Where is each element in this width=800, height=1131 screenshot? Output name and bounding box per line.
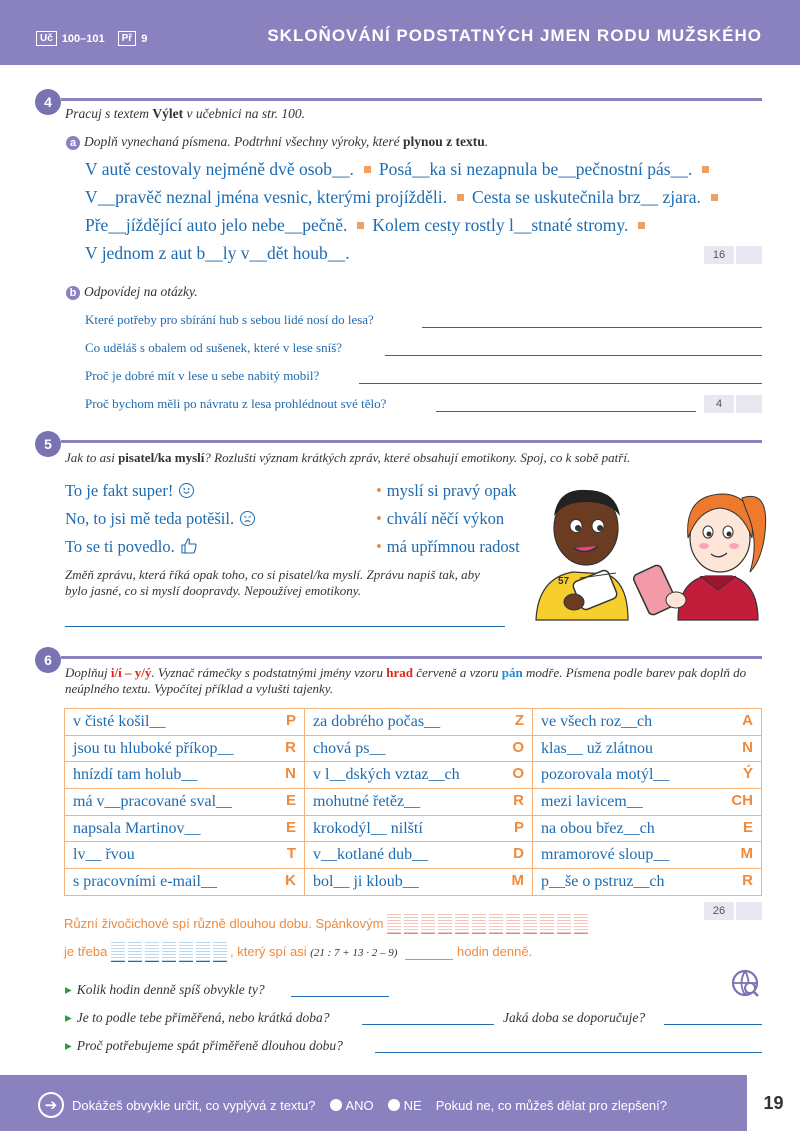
thumbs-up-icon (180, 537, 198, 554)
sentence-line-3: Pře__jíždějící auto jelo nebe__pečně. Kolem cesty rostly l__stnaté stromy. (85, 215, 653, 236)
table-cell[interactable] (65, 735, 305, 762)
exercise-5-instruction: Jak to asi pisatel/ka myslí? Rozlušti význam krátkých zpráv, které obsahují emotikony. Spoj, co k sobě patří. (65, 450, 631, 465)
cell-letter: Ý (742, 765, 753, 783)
uc-pages: 100–101 (61, 32, 105, 45)
table-cell[interactable] (305, 735, 533, 762)
cell-text: jsou tu hluboké příkop__ (73, 739, 234, 757)
exercise-4-number: 4 (35, 89, 61, 115)
table-cell[interactable] (305, 842, 533, 869)
smile-icon (179, 483, 194, 498)
sentence-line-2: V__pravěč neznal jména vesnic, kterými projížděli. Cesta se uskutečnila brz__ zjara. (85, 187, 726, 208)
score-box-6: 26 (704, 902, 762, 920)
table-cell[interactable] (65, 709, 305, 736)
table-row (65, 815, 762, 842)
cell-letter: M (511, 872, 524, 890)
formula-answer-line[interactable] (405, 944, 453, 960)
cell-letter: R (742, 872, 753, 890)
bullet-answer-line-4[interactable] (375, 1052, 762, 1053)
cell-letter: O (512, 738, 524, 756)
table-cell[interactable] (65, 842, 305, 869)
exercise-5-divider (61, 440, 762, 443)
message-3: To se ti povedlo. (65, 537, 198, 557)
cell-text: lv__ řvou (73, 846, 135, 864)
question-3: Proč je dobré mít v lese u sebe nabitý mobil? (85, 368, 320, 383)
cell-letter: D (513, 845, 524, 863)
cell-letter: E (742, 818, 753, 836)
cell-letter: N (742, 738, 753, 756)
cell-text: p__še o pstruz__ch (541, 872, 665, 890)
cell-text: mramorové sloup__ (541, 846, 670, 864)
kids-with-phones-illustration (528, 480, 768, 630)
bullet-answer-line-3[interactable] (664, 1024, 762, 1025)
table-row (65, 709, 762, 736)
cell-letter: R (285, 738, 296, 756)
bullet-answer-line-1[interactable] (291, 996, 389, 997)
page-footer (0, 1075, 800, 1131)
bullet-question-4: ▸ Proč potřebujeme spát přiměřeně dlouhou dobu? (65, 1038, 343, 1054)
meaning-2: • chválí něčí výkon (376, 509, 504, 529)
answer-line-2[interactable] (385, 355, 762, 356)
cell-letter: R (513, 792, 524, 810)
yes-radio[interactable] (330, 1099, 342, 1111)
cell-letter: K (285, 872, 296, 890)
puzzle-sentence-2: je třeba , který spí asi (21 : 7 + 13 · 2 – 9) hodin denně. (64, 940, 532, 965)
improve-question: Pokud ne, co můžeš dělat pro zlepšení? (435, 1097, 667, 1113)
cell-letter: T (286, 845, 296, 863)
exercise-5-answer-line[interactable] (65, 626, 505, 627)
meaning-1: • myslí si pravý opak (376, 481, 516, 501)
bullet-question-1: ▸ Kolik hodin denně spíš obvykle ty? (65, 982, 265, 998)
no-label: NE (403, 1097, 422, 1113)
sentence-line-4: V jednom z aut b__ly v__dět houb__. (85, 243, 350, 263)
cell-text: v čisté košil__ (73, 712, 166, 730)
message-1: To je fakt super! (65, 481, 194, 501)
page-title: SKLOŇOVÁNÍ PODSTATNÝCH JMEN RODU MUŽSKÉHO (267, 26, 762, 45)
table-cell[interactable] (533, 709, 762, 736)
meaning-3: • má upřímnou radost (376, 537, 520, 557)
exercise-6-table (64, 708, 762, 896)
subtask-a-badge: a (66, 136, 80, 150)
yes-label: ANO (345, 1097, 374, 1113)
cell-letter: E (285, 792, 296, 810)
puzzle-sentence-1: Různí živočichové spí různě dlouhou dobu. Spánkovým (64, 912, 591, 937)
cell-letter: A (742, 712, 753, 729)
exercise-6-number: 6 (35, 647, 61, 673)
table-cell[interactable] (305, 789, 533, 816)
formula: (21 : 7 + 13 · 2 – 9) (310, 947, 398, 959)
cell-text: v__kotlané dub__ (313, 846, 429, 864)
no-radio[interactable] (388, 1099, 400, 1111)
cell-text: napsala Martinov__ (73, 819, 201, 837)
self-check-question: Dokážeš obvykle určit, co vyplývá z textu? (72, 1097, 316, 1113)
score-box-4b: 4 (704, 395, 762, 413)
cell-text: mezi lavicem__ (541, 792, 643, 810)
arrow-right-icon: ➔ (38, 1092, 64, 1118)
puzzle-boxes-red[interactable] (387, 912, 591, 937)
puzzle-boxes-blue[interactable] (111, 940, 230, 965)
cell-letter: P (285, 712, 296, 729)
page-header (0, 0, 800, 65)
table-cell[interactable] (533, 735, 762, 762)
cell-letter: E (285, 818, 296, 836)
cell-text: na obou břez__ch (541, 819, 655, 837)
bullet-answer-line-2[interactable] (362, 1024, 494, 1025)
answer-line-1[interactable] (422, 327, 762, 328)
table-cell[interactable] (305, 815, 533, 842)
frown-icon (240, 511, 255, 526)
cell-text: chová ps__ (313, 739, 386, 757)
exercise-6-instruction: Doplňuj i/í – y/ý. Vyznač rámečky s podstatnými jmény vzoru hrad červeně a vzoru pán modře. Písmena podle barev pak doplň do neúplného textu. Vypočítej příklad a vylušti tajenky. (65, 665, 747, 696)
table-cell[interactable] (533, 815, 762, 842)
cell-text: s pracovními e-mail__ (73, 872, 217, 890)
cell-letter: CH (731, 792, 753, 810)
sentence-line-1: V autě cestovaly nejméně dvě osob__. Posá__ka si nezapnula be__pečnostní pás__. (85, 159, 717, 180)
cell-text: ve všech roz__ch (541, 712, 653, 730)
cell-letter: N (285, 765, 296, 783)
pr-tag: Př (118, 31, 137, 46)
book-references (36, 31, 147, 46)
cell-letter: O (512, 765, 524, 783)
question-4: Proč bychom měli po návratu z lesa prohlédnout své tělo? (85, 396, 387, 411)
table-cell[interactable] (65, 815, 305, 842)
subtask-b-badge: b (66, 286, 80, 300)
table-row (65, 869, 762, 896)
exercise-4b-instruction: b Odpovídej na otázky. (66, 284, 198, 300)
table-row (65, 842, 762, 869)
cell-letter: Z (514, 712, 524, 729)
table-cell[interactable] (533, 842, 762, 869)
table-cell[interactable] (65, 789, 305, 816)
message-2: No, to jsi mě teda potěšil. (65, 509, 255, 529)
table-cell[interactable] (65, 762, 305, 789)
exercise-5-task: Změň zprávu, která říká opak toho, co si pisatel/ka myslí. Zprávu napiš tak, aby bylo jasné, co si myslí doopravdy. Nepoužívej emotikony. (65, 567, 480, 598)
score-box-4a: 16 (704, 246, 762, 264)
table-cell[interactable] (65, 869, 305, 896)
table-row (65, 789, 762, 816)
answer-line-4[interactable] (436, 411, 696, 412)
table-cell[interactable] (533, 789, 762, 816)
exercise-4-instruction: Pracuj s textem Výlet v učebnici na str. 100. (65, 106, 305, 121)
table-cell[interactable] (533, 762, 762, 789)
question-2: Co uděláš s obalem od sušenek, které v lese sníš? (85, 340, 343, 355)
table-row (65, 762, 762, 789)
cell-text: má v__pracované sval__ (73, 792, 233, 810)
cell-text: klas__ už zlátnou (541, 739, 653, 757)
pr-pages: 9 (141, 32, 148, 45)
exercise-4a-instruction: a Doplň vynechaná písmena. Podtrhni všechny výroky, které plynou z textu. (66, 134, 488, 150)
cell-text: krokodýl__ nilští (313, 819, 423, 837)
bullet-question-3: Jaká doba se doporučuje? (503, 1010, 646, 1025)
table-cell[interactable] (305, 869, 533, 896)
self-check (38, 1092, 667, 1118)
exercise-5-number: 5 (35, 431, 61, 457)
cell-text: mohutné řetěz__ (313, 792, 421, 810)
cell-text: hnízdí tam holub__ (73, 766, 198, 784)
table-cell[interactable] (533, 869, 762, 896)
svg-text:57: 57 (558, 576, 570, 587)
table-cell[interactable] (305, 762, 533, 789)
cell-text: za dobrého počas__ (313, 712, 441, 730)
cell-text: bol__ ji kloub__ (313, 872, 419, 890)
cell-text: pozorovala motýl__ (541, 766, 670, 784)
cell-letter: M (740, 845, 753, 863)
answer-line-3[interactable] (359, 383, 762, 384)
page-number: 19 (744, 1075, 800, 1131)
globe-search-icon (730, 968, 762, 1000)
bullet-question-2: ▸ Je to podle tebe přiměřená, nebo krátká doba? (65, 1010, 329, 1026)
table-cell[interactable] (305, 709, 533, 736)
uc-tag: Uč (36, 31, 57, 46)
exercise-6-divider (61, 656, 762, 659)
cell-letter: P (513, 818, 524, 836)
exercise-4-divider (61, 98, 762, 101)
question-1: Které potřeby pro sbírání hub s sebou lidé nosí do lesa? (85, 312, 374, 327)
cell-text: v l__dských vztaz__ch (313, 766, 460, 784)
table-row (65, 735, 762, 762)
